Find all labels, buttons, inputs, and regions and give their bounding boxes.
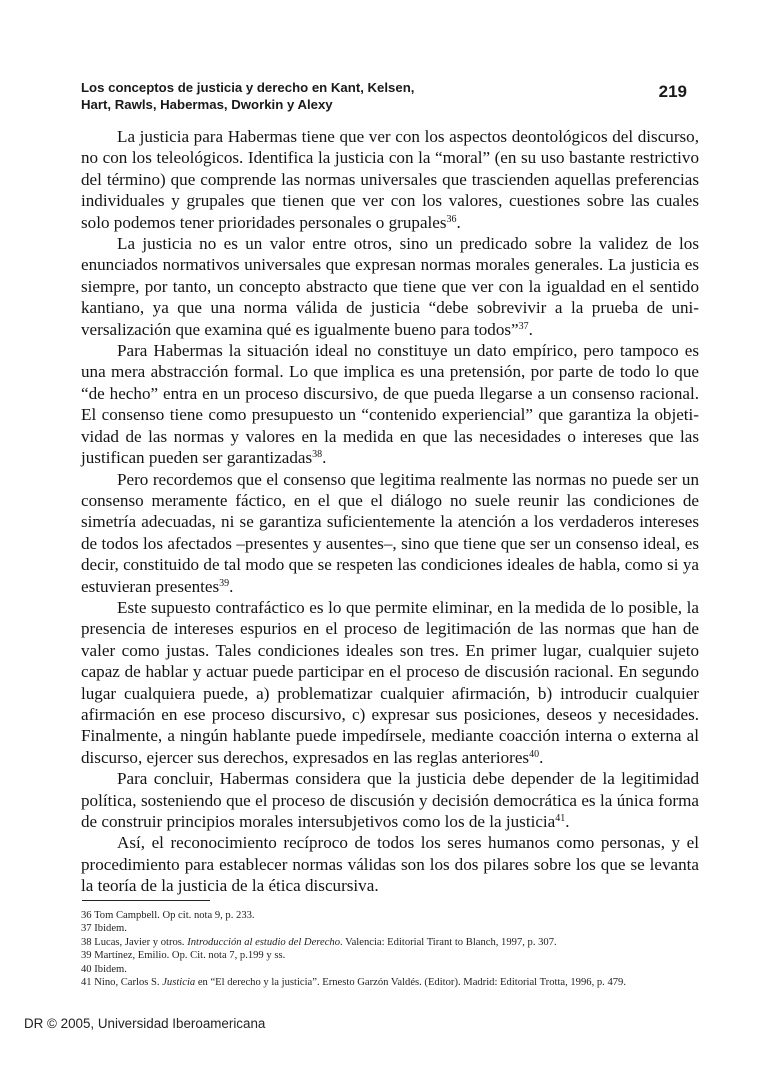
footnote-reference[interactable]: 36 [446, 213, 457, 225]
paragraph [81, 340, 699, 468]
footnote-text: Nino, Carlos S. [94, 977, 163, 989]
footnote [81, 936, 701, 949]
footnote-reference[interactable]: 41 [555, 813, 566, 824]
footnote-number: 41 [81, 977, 92, 989]
running-title [81, 79, 521, 113]
paragraph [81, 469, 699, 597]
paragraph-text: Este supuesto contrafáctico es lo que permite eliminar, en la medida de lo posible, la presencia de intereses espurios en el proceso de legitimación de las normas que han de valer como justas. Tales condiciones ideales son tres. En primer lugar, cualquier sujeto capaz de hablar y actuar puede participar en el proceso de discusión racional. En segundo lugar cualquiera puede, a) problematizar cualquier afirmación, b) introducir cualquier afirmación en ese proceso discursivo, c) expresar sus posiciones, deseos y necesidades. Finalmente, a ningún hablante puede impedírsele, mediante coacción interna o externa al discurso, ejercer sus derechos, expresados en las reglas anteriores [81, 597, 699, 767]
footnote-number: 40 [81, 963, 92, 975]
paragraph-text: Así, el reconocimiento recíproco de todos los seres humanos como personas, y el procedimiento para establecer normas válidas son los dos pilares sobre los que se levanta la teoría de la justicia de la ética discursiva. [81, 833, 699, 896]
footnote-number: 39 [81, 950, 92, 962]
footnote-number: 38 [81, 936, 92, 948]
paragraph [81, 126, 699, 233]
footnote [81, 976, 701, 989]
footnote-text-after: en “El derecho y la justicia”. Ernesto Garzón Valdés. (Editor). Madrid: Editorial Trotta, 1996, p. 479. [195, 977, 626, 989]
footnote-reference[interactable]: 37 [518, 320, 529, 332]
footnote-text: Ibidem. [94, 923, 127, 935]
footnote-number: 36 [81, 910, 92, 921]
copyright-notice: DR © 2005, Universidad Iberoamericana [24, 1016, 266, 1031]
paragraph-tail: . [528, 319, 533, 339]
footnote-book-title: Introducción al estudio del Derecho [187, 936, 341, 948]
footnote-text: Martínez, Emilio. Op. Cit. nota 7, p.199 y ss. [94, 950, 286, 962]
footnote-reference[interactable]: 38 [312, 449, 323, 461]
paragraph-tail: . [565, 812, 570, 831]
running-title-line-2: Hart, Rawls, Habermas, Dworkin y Alexy [81, 97, 333, 112]
paragraph-text: Pero recordemos que el consenso que legitima realmente las normas no puede ser un consenso meramente fáctico, en el que el diálogo no suele reunir las condiciones de simetría adecuadas, ni se garantiza suficientemente la atención a los verdaderos intereses de todos los afectados –presentes y ausentes–, sino que tiene que ser un consenso ideal, es decir, constituido de tal modo que se respeten las condiciones ideales de habla, como si ya estuvieran presentes [81, 469, 699, 596]
paragraph-tail: . [539, 747, 544, 767]
paragraph-tail: . [229, 576, 234, 596]
footnote-text: Tom Campbell. Op cit. nota 9, p. 233. [94, 910, 255, 921]
paragraph [81, 832, 699, 896]
footnote [81, 963, 701, 976]
footnote-separator [82, 900, 210, 901]
paragraph-text: Para concluir, Habermas considera que la justicia debe depender de la legitimidad política, sosteniendo que el proceso de discusión y decisión democrática es la única forma de construir principios morales intersubjetivos como los de la justicia [81, 769, 699, 831]
footnote [81, 922, 701, 935]
page-number: 219 [658, 82, 687, 101]
footnote [81, 909, 701, 922]
footnote [81, 949, 701, 962]
paragraph-tail: . [322, 448, 327, 468]
footnote-number: 37 [81, 923, 92, 935]
paragraph-text: La justicia para Habermas tiene que ver con los aspectos deontológicos del discurso, no con los teleológicos. Identifica la justicia con la “moral” (en su uso bastante restrictivo del término) que comprende las normas universales que trascienden aquellas preferencias individuales y grupales que tienen que ver con los valores, cuestiones sobre las cuales solo podemos tener prioridades personales o grupales [81, 127, 699, 232]
footnote-reference[interactable]: 40 [529, 748, 540, 760]
paragraph [81, 768, 699, 832]
running-title-line-1: Los conceptos de justicia y derecho en Kant, Kelsen, [81, 80, 415, 95]
footnote-book-title: Justicia [162, 977, 196, 989]
footnote-text: Lucas, Javier y otros. [94, 936, 188, 948]
body-text [81, 126, 699, 897]
paragraph [81, 597, 699, 768]
page-header [81, 79, 701, 113]
footnote-text: Ibidem. [94, 963, 127, 975]
paragraph-text: La justicia no es un valor entre otros, sino un predicado sobre la validez de los enunciados normativos universales que expresan normas morales generales. La justicia es siempre, por tanto, un concepto abstracto que tiene que ver con la igualdad en el sentido kantiano, ya que una norma válida de justicia “debe sobrevivir a la prueba de universalización que examina qué es igualmente bueno para todos” [81, 234, 699, 339]
footnotes [81, 909, 701, 989]
paragraph-tail: . [456, 212, 461, 232]
footnote-reference[interactable]: 39 [219, 577, 230, 589]
footnote-text-after: . Valencia: Editorial Tirant to Blanch, 1997, p. 307. [340, 936, 557, 948]
paragraph-text: Para Habermas la situación ideal no constituye un dato empírico, pero tampoco es una mera abstracción formal. Lo que implica es una pretensión, por parte de todo lo que “de hecho” entra en un proceso discursivo, de que pueda llegarse a un consenso racional. El consenso tiene como presupuesto un “contenido experiencial” que garantiza la objetividad de las normas y valores en la medida en que las necesidades o intereses que las justifican pueden ser garantizadas [81, 341, 699, 468]
paragraph [81, 233, 699, 340]
